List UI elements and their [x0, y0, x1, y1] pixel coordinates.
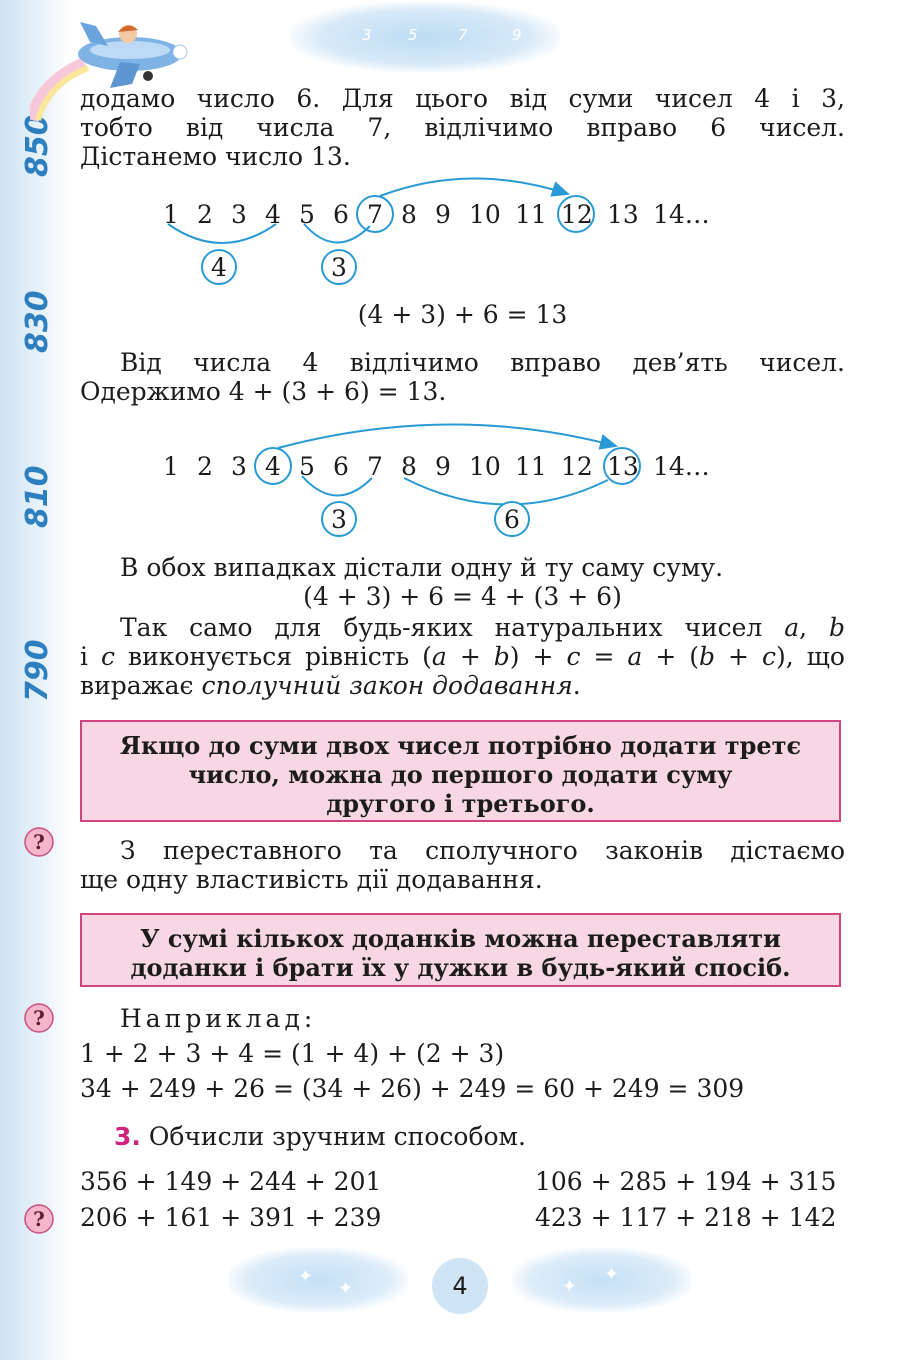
nl2-number: 8	[401, 452, 417, 481]
nl2-number: 9	[435, 452, 451, 481]
paragraph-line: Одержимо 4 + (3 + 6) = 13.	[80, 377, 447, 406]
nl1-arc-6	[380, 178, 568, 196]
paragraph-line: виражає сполучний закон додавання.	[80, 671, 581, 700]
nl2-number: 3	[231, 452, 247, 481]
nl2-number: 14…	[653, 452, 710, 481]
nl1-number: 2	[197, 200, 213, 229]
example-line: 1 + 2 + 3 + 4 = (1 + 4) + (2 + 3)	[80, 1039, 505, 1068]
side-number: 810	[20, 465, 55, 528]
side-number: 830	[20, 290, 55, 353]
nl2-number: 1	[163, 452, 179, 481]
rule-line: Якщо до суми двох чисел потрібно додати третє	[119, 731, 802, 760]
nl2-number: 2	[197, 452, 213, 481]
nl1-number: 3	[231, 200, 247, 229]
nl2-number: 5	[299, 452, 315, 481]
svg-text:?: ?	[33, 830, 45, 854]
sparkle-icon: ✦	[562, 1276, 578, 1297]
question-icon	[24, 827, 54, 857]
question-icon	[24, 1204, 54, 1234]
nl1-circle-12	[558, 196, 594, 232]
sparkle-icon: ✦	[338, 1278, 354, 1299]
nl2-arc-9	[278, 424, 616, 448]
nl1-number: 11	[515, 200, 547, 229]
nl1-number: 13	[607, 200, 639, 229]
nl2-arc-3	[302, 476, 372, 496]
equation: (4 + 3) + 6 = 4 + (3 + 6)	[303, 582, 622, 611]
paragraph-line: додамо число 6. Для цього від суми чисел 4 і 3,	[80, 84, 845, 113]
task-heading	[114, 1122, 526, 1151]
rule-box	[80, 913, 841, 987]
cloud-digit: 3	[362, 26, 372, 44]
paragraph-line: тобто від числа 7, відлічимо вправо 6 чисел.	[80, 113, 845, 142]
rule-line: число, можна до першого додати суму	[188, 760, 733, 789]
top-cloud	[290, 2, 560, 72]
svg-text:?: ?	[33, 1207, 45, 1231]
task-text: Обчисли зручним способом.	[148, 1122, 526, 1151]
jump-label: 4	[211, 253, 227, 282]
nl1-number: 8	[401, 200, 417, 229]
jump-label: 6	[504, 505, 520, 534]
nl1-number: 9	[435, 200, 451, 229]
nl2-arcs	[0, 418, 918, 543]
svg-text:?: ?	[33, 1006, 45, 1030]
example-line: 34 + 249 + 26 = (34 + 26) + 249 = 60 + 249 = 309	[80, 1074, 745, 1103]
rule-line: доданки і брати їх у дужки в будь-який спосіб.	[130, 953, 791, 982]
paragraph-line: Від числа 4 відлічимо вправо дев’ять чисел.	[120, 348, 845, 377]
cloud-digit: 7	[458, 26, 468, 44]
example-label: Наприклад:	[120, 1004, 317, 1033]
nl1-arc-4	[168, 224, 276, 243]
nl1-number: 4	[265, 200, 281, 229]
nl2-number: 11	[515, 452, 547, 481]
nl2-circle-4	[255, 448, 291, 484]
nl1-number: 1	[163, 200, 179, 229]
nl1-number: 12	[561, 200, 593, 229]
footer-cloud	[228, 1248, 408, 1312]
nl2-circle-13	[604, 448, 640, 484]
equation: (4 + 3) + 6 = 13	[357, 300, 568, 329]
sparkle-icon: ✦	[604, 1264, 620, 1285]
nl1-arc-3	[304, 224, 370, 243]
cloud-digit: 5	[408, 26, 418, 44]
nl1-circle-7	[357, 196, 393, 232]
nl2-number: 10	[469, 452, 501, 481]
nl2-number: 7	[367, 452, 383, 481]
nl1-number: 6	[333, 200, 349, 229]
task-expression: 423 + 117 + 218 + 142	[535, 1203, 837, 1232]
paragraph-line: В обох випадках дістали одну й ту саму суму.	[120, 553, 724, 582]
rule-box	[80, 720, 841, 822]
nl2-number: 13	[607, 452, 639, 481]
page-number: 4	[432, 1258, 488, 1314]
nl2-number: 4	[265, 452, 281, 481]
paragraph-line: Дістанемо число 13.	[80, 142, 351, 171]
task-number: 3.	[114, 1122, 141, 1151]
task-expression: 106 + 285 + 194 + 315	[535, 1167, 837, 1196]
side-number: 790	[20, 639, 55, 702]
jump-label: 3	[331, 253, 347, 282]
rule-line: другого і третього.	[326, 789, 595, 818]
rule-line: У сумі кількох доданків можна переставляти	[140, 924, 781, 953]
question-icon	[24, 1003, 54, 1033]
nl2-number: 6	[333, 452, 349, 481]
nl1-arcs	[0, 170, 918, 295]
footer-cloud	[512, 1248, 692, 1312]
nl1-number: 14…	[653, 200, 710, 229]
paragraph-line: Так само для будь-яких натуральних чисел a, b	[120, 613, 845, 642]
task-expression: 356 + 149 + 244 + 201	[80, 1167, 382, 1196]
task-expression: 206 + 161 + 391 + 239	[80, 1203, 382, 1232]
paragraph-line: З переставного та сполучного законів дістаємо	[120, 836, 845, 865]
cloud-digit: 9	[512, 26, 522, 44]
side-number: 850	[20, 114, 55, 177]
sparkle-icon: ✦	[298, 1266, 314, 1287]
jump-label: 3	[331, 505, 347, 534]
nl2-number: 12	[561, 452, 593, 481]
paragraph-line: і c виконується рівність (a + b) + c = a + (b + c), що	[80, 642, 845, 671]
paragraph-line: ще одну властивість дії додавання.	[80, 865, 543, 894]
nl2-arc-6	[404, 478, 608, 505]
nl1-number: 7	[367, 200, 383, 229]
nl1-number: 5	[299, 200, 315, 229]
nl1-number: 10	[469, 200, 501, 229]
